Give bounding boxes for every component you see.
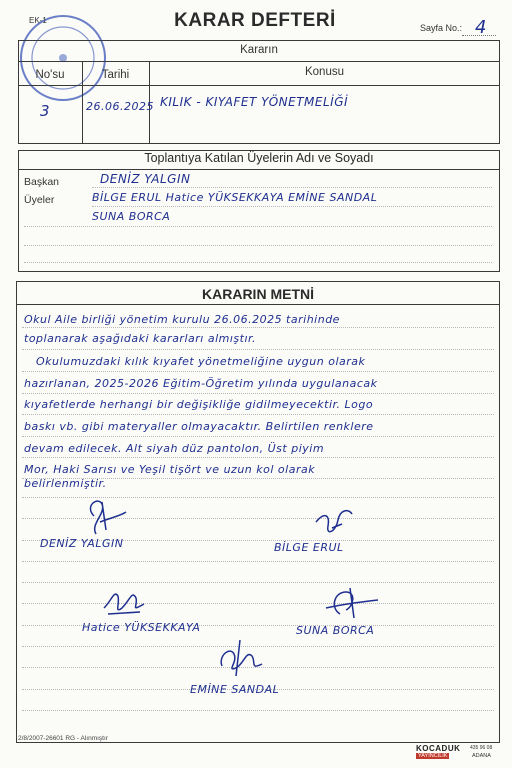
decision-line-7: devam edilecek. Alt siyah düz pantolon, Üst piyim	[24, 442, 325, 455]
ruled-line	[22, 561, 494, 562]
signature-scribble	[100, 584, 148, 624]
signature-name-1: DENİZ YALGIN	[40, 537, 124, 550]
members-label: Üyeler	[24, 194, 55, 206]
attendees-rule	[24, 262, 492, 263]
decision-line-3: Okulumuzdaki kılık kıyafet yönetmeliğine uygun olarak	[36, 355, 366, 368]
publisher-name: KOCADUK	[416, 744, 461, 753]
decision-line-2: toplanarak aşağıdaki kararları almıştır.	[24, 332, 257, 345]
signature-scribble	[80, 494, 130, 540]
decision-line-4: hazırlanan, 2025-2026 Eğitim-Öğretim yılında uygulanacak	[24, 377, 378, 390]
attendees-rule	[92, 206, 492, 207]
footer-reference: 2/8/2007-26601 RG - Alınmıştır	[18, 735, 108, 742]
attendees-rule	[92, 187, 492, 188]
ruled-line	[22, 414, 494, 415]
ruled-line	[22, 710, 494, 711]
decision-subject: KILIK - KIYAFET YÖNETMELİĞİ	[160, 95, 349, 109]
col-subject-header: Konusu	[304, 66, 344, 78]
page-title: KARAR DEFTERİ	[174, 10, 336, 31]
signature-scribble	[320, 584, 380, 624]
decision-line-8: Mor, Haki Sarısı ve Yeşil tişört ve uzun kol olarak	[24, 463, 316, 476]
col-date-header: Tarihi	[101, 69, 130, 81]
page-number-label: Sayfa No.:	[420, 23, 463, 33]
page-number: 4	[475, 17, 487, 38]
ruled-line	[22, 393, 494, 394]
attendees-rule	[24, 245, 492, 246]
ruled-line	[22, 349, 494, 350]
decision-line-1: Okul Aile birliği yönetim kurulu 26.06.2025 tarihinde	[24, 313, 340, 326]
decision-line-5: kıyafetlerde herhangi bir değişikliğe gidilmeyecektir. Logo	[24, 398, 374, 411]
signature-scribble	[210, 636, 264, 680]
col-no-header: No'su	[35, 69, 65, 81]
ruled-line	[22, 371, 494, 372]
attendees-divider	[18, 169, 500, 170]
decision-text-title: KARARIN METNİ	[202, 286, 314, 302]
signature-name-5: EMİNE SANDAL	[190, 683, 280, 696]
signature-name-2: BİLGE ERUL	[274, 541, 344, 554]
chair-name: DENİZ YALGIN	[100, 172, 191, 186]
stamp-label: EK-1	[29, 16, 47, 25]
chair-label: Başkan	[24, 176, 60, 188]
decision-text-divider	[16, 304, 500, 305]
signature-name-3: Hatice YÜKSEKKAYA	[82, 621, 201, 634]
ruled-line	[22, 582, 494, 583]
publisher-code: 435 96 08	[470, 745, 493, 751]
ruled-line	[22, 436, 494, 437]
decision-group-header: Kararın	[240, 44, 278, 56]
table-divider-1	[18, 61, 500, 62]
ruled-line	[22, 327, 494, 328]
attendees-rule	[24, 226, 492, 227]
decision-line-9: belirlenmiştir.	[24, 477, 107, 490]
ruled-line	[22, 478, 494, 479]
signature-scribble	[312, 502, 356, 542]
page-number-dotline	[462, 35, 496, 36]
signature-name-4: SUNA BORCA	[296, 624, 375, 637]
members-line-1: BİLGE ERUL Hatice YÜKSEKKAYA EMİNE SANDAL	[92, 191, 378, 204]
table-divider-2	[18, 85, 500, 86]
decision-date: 26.06.2025	[86, 100, 154, 113]
members-line-2: SUNA BORCA	[92, 210, 171, 223]
publisher-logo	[416, 744, 498, 762]
decision-line-6: baskı vb. gibi materyaller olmayacaktır. Belirtilen renklere	[24, 420, 374, 433]
decision-number: 3	[40, 102, 51, 120]
publisher-sub: YAYINCILIK	[418, 753, 448, 759]
ruled-line	[22, 603, 494, 604]
attendees-title: Toplantıya Katılan Üyelerin Adı ve Soyadı	[144, 151, 374, 165]
publisher-city: ADANA	[472, 753, 491, 759]
ruled-line	[22, 457, 494, 458]
